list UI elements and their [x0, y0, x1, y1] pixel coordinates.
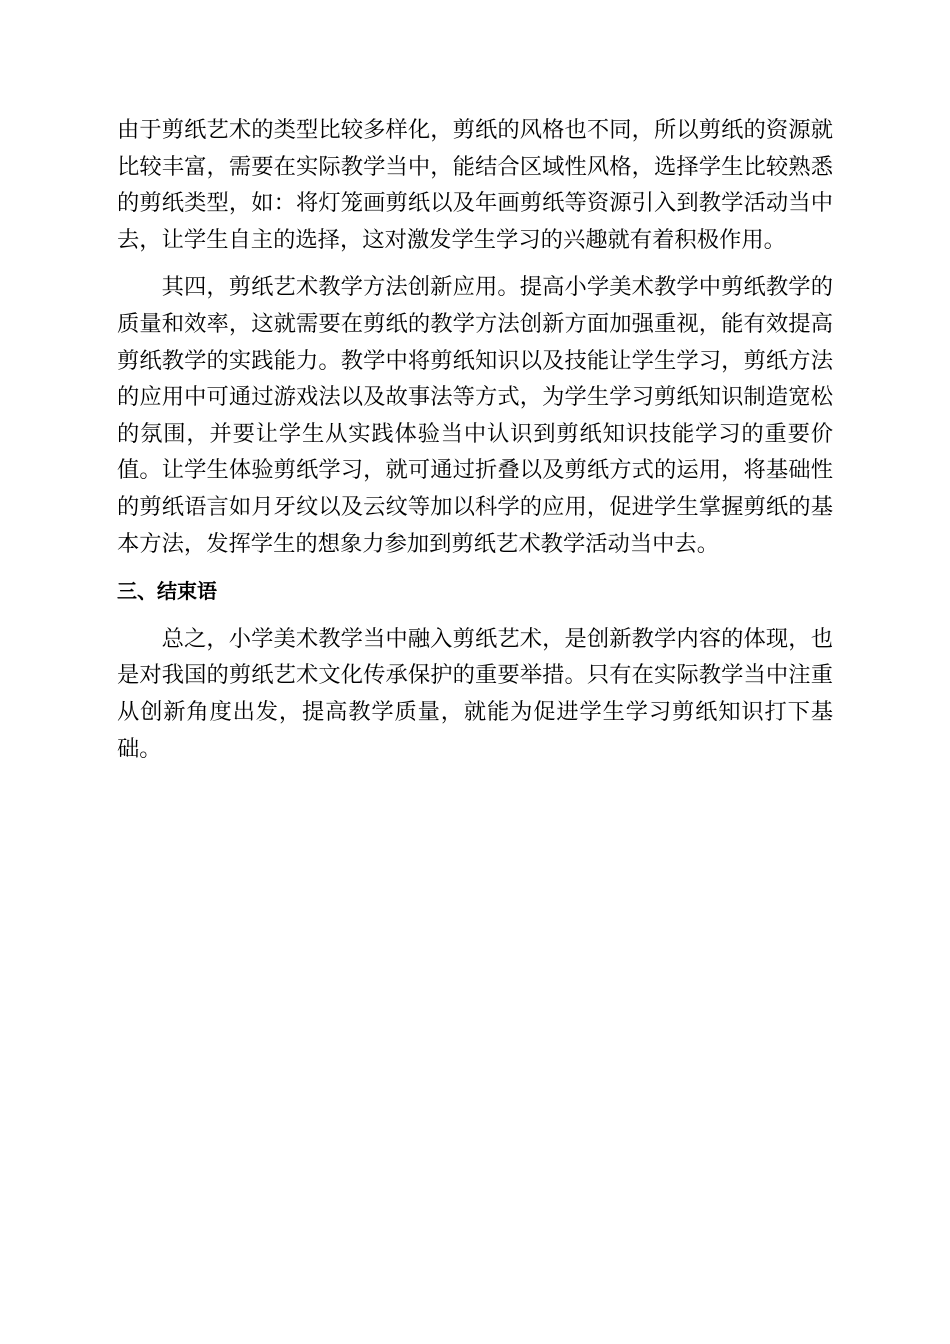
paragraph-teaching-methods: 其四，剪纸艺术教学方法创新应用。提高小学美术教学中剪纸教学的质量和效率，这就需要在剪纸的教学方法创新方面加强重视，能有效提高剪纸教学的实践能力。教学中将剪纸知识以及技能让学生学习，剪纸方法的应用中可通过游戏法以及故事法等方式，为学生学习剪纸知识制造宽松的氛围，并要让学生从实践体验当中认识到剪纸知识技能学习的重要价值。让学生体验剪纸学习，就可通过折叠以及剪纸方式的运用，将基础性的剪纸语言如月牙纹以及云纹等加以科学的应用，促进学生掌握剪纸的基本方法，发挥学生的想象力参加到剪纸艺术教学活动当中去。	[117, 274, 833, 557]
section-heading-conclusion: 三、结束语	[117, 579, 217, 604]
document-body	[117, 112, 833, 778]
paragraph-resources: 由于剪纸艺术的类型比较多样化，剪纸的风格也不同，所以剪纸的资源就比较丰富，需要在实际教学当中，能结合区域性风格，选择学生比较熟悉的剪纸类型，如：将灯笼画剪纸以及年画剪纸等资源引入到教学活动当中去，让学生自主的选择，这对激发学生学习的兴趣就有着积极作用。	[117, 117, 833, 253]
paragraph-conclusion: 总之，小学美术教学当中融入剪纸艺术，是创新教学内容的体现，也是对我国的剪纸艺术文化传承保护的重要举措。只有在实际教学当中注重从创新角度出发，提高教学质量，就能为促进学生学习剪纸知识打下基础。	[117, 625, 833, 762]
